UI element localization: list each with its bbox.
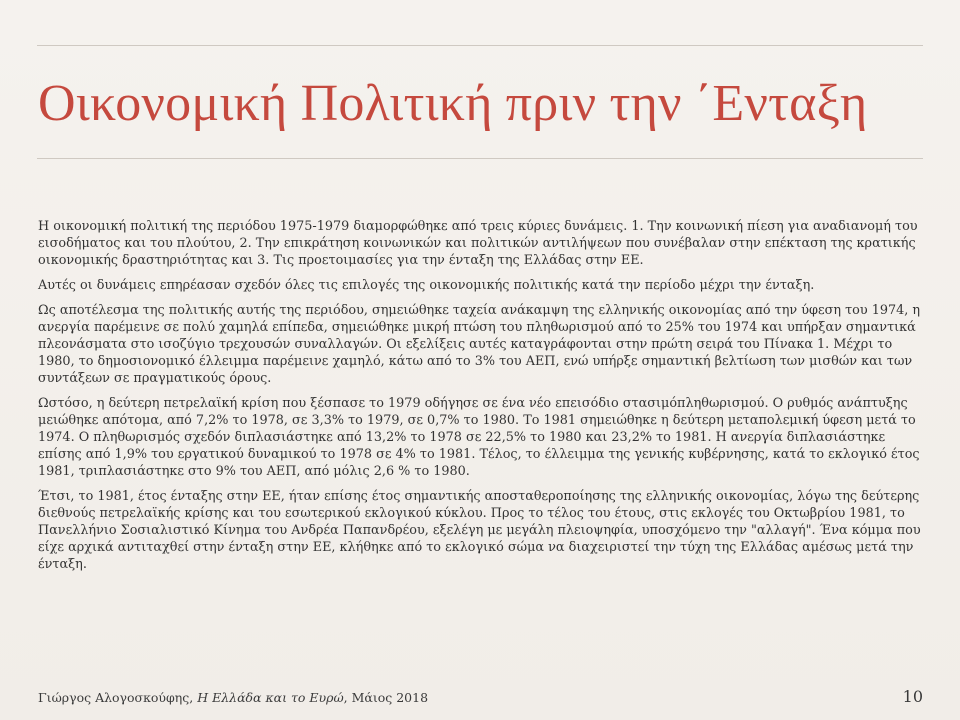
title-bottom-rule <box>37 158 923 159</box>
slide-footer <box>38 690 428 706</box>
paragraph-2: Αυτές οι δυνάμεις επηρέασαν σχεδόν όλες τις επιλογές της οικονομικής πολιτικής κατά την περίοδο μέχρι την ένταξη. <box>38 278 815 293</box>
paragraph-5: Έτσι, το 1981, έτος ένταξης στην ΕΕ, ήταν επίσης έτος σημαντικής αποσταθεροποίησης της ελληνικής οικονομίας, λόγω της δεύτερης διεθνούς πετρελαϊκής κρίσης και του εσωτερικού εκλογικού κύκλου. Προς το τέλος του έτους, στις εκλογές του Οκτωβρίου 1981, το Πανελλήνιο Σοσιαλιστικό Κίνημα του Ανδρέα Παπανδρέου, εξελέγη με μεγάλη πλειοψηφία, υποσχόμενο την "αλλαγή". Ένα κόμμα που είχε αρχικά αντιταχθεί στην ένταξη στην ΕΕ, κλήθηκε από το εκλογικό σώμα να διαχειριστεί την τύχη της Ελλάδας αμέσως μετά την ένταξη. <box>38 489 921 572</box>
page-number: 10 <box>902 687 923 706</box>
footer-book-title: Η Ελλάδα και το Ευρώ <box>197 690 344 705</box>
paragraph-1: Η οικονομική πολιτική της περιόδου 1975-1979 διαμορφώθηκε από τρεις κύριες δυνάμεις. 1. Την κοινωνική πίεση για αναδιανομή του εισοδήματος και του πλούτου, 2. Την επικράτηση κοινωνικών και πολιτικών αντιλήψεων που συνέβαλαν στην επέκταση της κρατικής οικονομικής δραστηριότητας και 3. Τις προετοιμασίες για την ένταξη της Ελλάδας στην ΕΕ. <box>38 219 918 268</box>
slide-body <box>38 218 922 581</box>
paragraph-3: Ως αποτέλεσμα της πολιτικής αυτής της περιόδου, σημειώθηκε ταχεία ανάκαμψη της ελληνικής οικονομίας από την ύφεση του 1974, η ανεργία παρέμεινε σε πολύ χαμηλά επίπεδα, σημειώθηκε μικρή πτώση του πληθωρισμού από το 25% του 1974 και υπήρξαν σημαντικά πλεονάσματα στο ισοζύγιο τρεχουσών συναλλαγών. Οι εξελίξεις αυτές καταγράφονται στην πρώτη σειρά του Πίνακα 1. Μέχρι το 1980, το δημοσιονομικό έλλειμμα παρέμεινε χαμηλό, κάτω από το 3% του ΑΕΠ, ενώ υπήρξε σημαντική βελτίωση των μισθών και των συντάξεων σε πραγματικούς όρους. <box>38 303 921 386</box>
footer-author: Γιώργος Αλογοσκούφης, <box>38 690 198 705</box>
slide-title: Οικονομική Πολιτική πριν την ΄Ενταξη <box>38 75 868 132</box>
footer-date: , Μάιος 2018 <box>343 690 429 705</box>
top-rule <box>37 45 923 46</box>
paragraph-4: Ωστόσο, η δεύτερη πετρελαϊκή κρίση που ξέσπασε το 1979 οδήγησε σε ένα νέο επεισόδιο στασιμόπληθωρισμού. Ο ρυθμός ανάπτυξης μειώθηκε απότομα, από 7,2% το 1978, σε 3,3% το 1979, σε 0,7% το 1980. Το 1981 σημειώθηκε η δεύτερη μεταπολεμική ύφεση μετά το 1974. Ο πληθωρισμός σχεδόν διπλασιάστηκε από 13,2% το 1978 σε 22,5% το 1980 και 23,2% το 1981. Η ανεργία διπλασιάστηκε επίσης από 1,9% του εργατικού δυναμικού το 1978 σε 4% το 1981. Τέλος, το έλλειμμα της γενικής κυβέρνησης, κατά το εκλογικό έτος 1981, τριπλασιάστηκε στο 9% του ΑΕΠ, από μόλις 2,6 % το 1980. <box>38 396 920 479</box>
